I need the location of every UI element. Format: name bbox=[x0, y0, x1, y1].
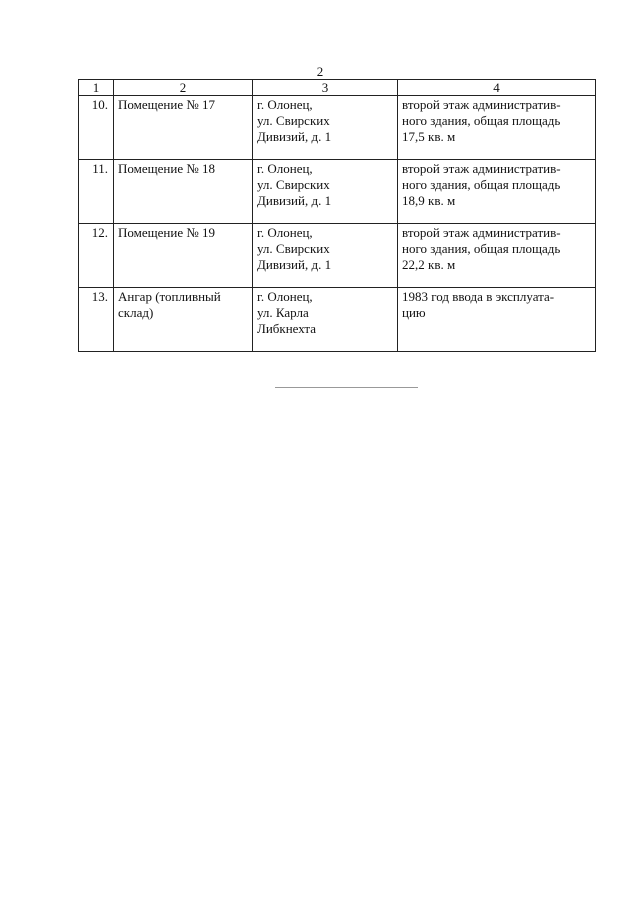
row-number: 12. bbox=[79, 224, 114, 288]
object-name-cell bbox=[114, 96, 253, 160]
header-row bbox=[79, 80, 596, 96]
object-name-line: Ангар (топливный bbox=[118, 289, 221, 304]
details-cell bbox=[398, 96, 596, 160]
address-cell bbox=[253, 96, 398, 160]
address-line: г. Олонец, bbox=[257, 161, 313, 176]
address-line: г. Олонец, bbox=[257, 97, 313, 112]
table-header bbox=[79, 80, 596, 96]
details-line: 17,5 кв. м bbox=[402, 129, 456, 144]
object-name-cell bbox=[114, 288, 253, 352]
details-line: второй этаж административ- bbox=[402, 225, 561, 240]
details-line: 1983 год ввода в эксплуата- bbox=[402, 289, 555, 304]
object-name-cell bbox=[114, 224, 253, 288]
header-col-4: 4 bbox=[398, 80, 596, 96]
address-line: г. Олонец, bbox=[257, 289, 313, 304]
address-cell bbox=[253, 160, 398, 224]
property-table bbox=[78, 79, 596, 352]
end-separator-line bbox=[275, 387, 418, 388]
table-body bbox=[79, 96, 596, 352]
object-name-cell bbox=[114, 160, 253, 224]
details-line: 22,2 кв. м bbox=[402, 257, 456, 272]
details-line: цию bbox=[402, 305, 426, 320]
object-name-line: склад) bbox=[118, 305, 154, 320]
details-line: ного здания, общая площадь bbox=[402, 113, 561, 128]
details-line: ного здания, общая площадь bbox=[402, 177, 561, 192]
address-line: ул. Свирских bbox=[257, 113, 330, 128]
table-row bbox=[79, 288, 596, 352]
details-cell bbox=[398, 288, 596, 352]
address-line: Либкнехта bbox=[257, 321, 317, 336]
row-number: 11. bbox=[79, 160, 114, 224]
details-line: второй этаж административ- bbox=[402, 97, 561, 112]
row-number: 13. bbox=[79, 288, 114, 352]
address-cell bbox=[253, 288, 398, 352]
table-row bbox=[79, 224, 596, 288]
details-line: 18,9 кв. м bbox=[402, 193, 456, 208]
address-cell bbox=[253, 224, 398, 288]
object-name-line: Помещение № 17 bbox=[118, 97, 216, 112]
address-line: ул. Карла bbox=[257, 305, 309, 320]
details-line: второй этаж административ- bbox=[402, 161, 561, 176]
details-line: ного здания, общая площадь bbox=[402, 241, 561, 256]
address-line: Дивизий, д. 1 bbox=[257, 129, 332, 144]
address-line: ул. Свирских bbox=[257, 241, 330, 256]
address-line: Дивизий, д. 1 bbox=[257, 257, 332, 272]
table-row bbox=[79, 96, 596, 160]
details-cell bbox=[398, 224, 596, 288]
address-line: г. Олонец, bbox=[257, 225, 313, 240]
object-name-line: Помещение № 19 bbox=[118, 225, 216, 240]
row-number: 10. bbox=[79, 96, 114, 160]
address-line: Дивизий, д. 1 bbox=[257, 193, 332, 208]
address-line: ул. Свирских bbox=[257, 177, 330, 192]
header-col-2: 2 bbox=[114, 80, 253, 96]
object-name-line: Помещение № 18 bbox=[118, 161, 216, 176]
details-cell bbox=[398, 160, 596, 224]
page-number: 2 bbox=[316, 64, 324, 79]
header-col-3: 3 bbox=[253, 80, 398, 96]
header-col-1: 1 bbox=[79, 80, 114, 96]
table-row bbox=[79, 160, 596, 224]
